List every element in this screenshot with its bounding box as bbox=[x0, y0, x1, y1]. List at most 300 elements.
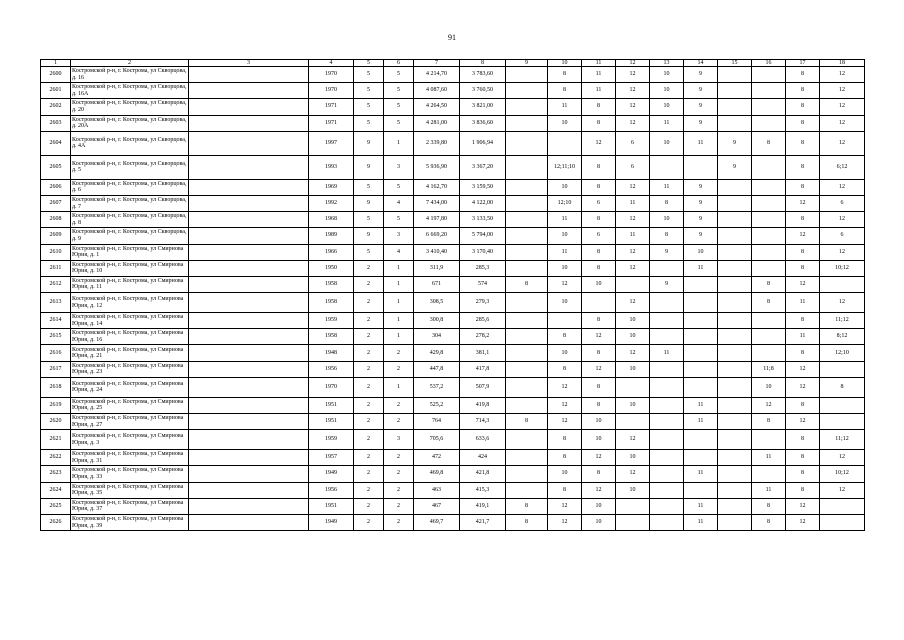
address-cell: Костромской р-н, г. Кострома, ул Смирнова Юрия, д. 21 bbox=[71, 345, 189, 361]
address-cell: Костромской р-н, г. Кострома, ул Скворцова, д. 20А bbox=[71, 115, 189, 131]
table-cell: 278,2 bbox=[460, 329, 506, 345]
table-cell: 12 bbox=[820, 482, 865, 498]
table-cell: 12 bbox=[616, 293, 650, 313]
table-cell: 8 bbox=[582, 397, 616, 413]
address-cell: Костромской р-н, г. Кострома, ул Смирнова Юрия, д. 33 bbox=[71, 466, 189, 482]
table-cell: 4 281,00 bbox=[414, 115, 460, 131]
table-cell bbox=[650, 155, 684, 179]
table-cell bbox=[616, 276, 650, 292]
table-cell bbox=[752, 260, 786, 276]
table-cell: 5 bbox=[384, 179, 414, 195]
table-cell: 11 bbox=[650, 345, 684, 361]
address-cell: Костромской р-н, г. Кострома, ул Смирнова Юрия, д. 1 bbox=[71, 244, 189, 260]
table-cell: 11 bbox=[684, 397, 718, 413]
table-cell: 12 bbox=[786, 498, 820, 514]
row-number-cell: 2605 bbox=[41, 155, 71, 179]
address-cell: Костромской р-н, г. Кострома, ул Скворцова, д. 7 bbox=[71, 195, 189, 211]
table-cell bbox=[616, 414, 650, 430]
table-cell: 12 bbox=[616, 466, 650, 482]
table-cell: 11 bbox=[548, 212, 582, 228]
table-cell bbox=[820, 498, 865, 514]
table-cell bbox=[189, 260, 309, 276]
table-cell: 10 bbox=[650, 67, 684, 83]
table-cell: 10 bbox=[650, 212, 684, 228]
table-cell: 9 bbox=[718, 131, 752, 155]
table-cell bbox=[189, 430, 309, 450]
table-row bbox=[41, 498, 865, 514]
row-number-cell: 2602 bbox=[41, 99, 71, 115]
table-row bbox=[41, 212, 865, 228]
row-number-cell: 2601 bbox=[41, 83, 71, 99]
table-cell: 11 bbox=[616, 228, 650, 244]
table-cell bbox=[189, 361, 309, 377]
table-cell bbox=[189, 482, 309, 498]
table-cell bbox=[506, 244, 548, 260]
table-cell: 1951 bbox=[309, 498, 354, 514]
table-cell: 4 162,70 bbox=[414, 179, 460, 195]
table-cell bbox=[752, 179, 786, 195]
table-cell: 8 bbox=[786, 397, 820, 413]
table-cell: 469,8 bbox=[414, 466, 460, 482]
table-cell bbox=[506, 466, 548, 482]
table-cell: 8 bbox=[650, 195, 684, 211]
table-cell: 8;12 bbox=[820, 329, 865, 345]
table-cell: 421,7 bbox=[460, 514, 506, 530]
address-cell: Костромской р-н, г. Кострома, ул Скворцова, д. 20 bbox=[71, 99, 189, 115]
table-cell: 12 bbox=[616, 430, 650, 450]
table-cell bbox=[718, 397, 752, 413]
table-cell: 463 bbox=[414, 482, 460, 498]
column-number: 1 bbox=[41, 60, 71, 67]
table-cell: 6 bbox=[582, 195, 616, 211]
table-cell bbox=[718, 67, 752, 83]
table-cell: 12 bbox=[786, 276, 820, 292]
table-cell bbox=[752, 466, 786, 482]
table-cell bbox=[718, 260, 752, 276]
table-cell: 424 bbox=[460, 450, 506, 466]
table-cell: 537,2 bbox=[414, 377, 460, 397]
table-cell bbox=[189, 450, 309, 466]
table-cell bbox=[820, 361, 865, 377]
row-number-cell: 2625 bbox=[41, 498, 71, 514]
table-cell bbox=[684, 482, 718, 498]
table-cell bbox=[684, 345, 718, 361]
row-number-cell: 2621 bbox=[41, 430, 71, 450]
table-cell: 8 bbox=[506, 276, 548, 292]
table-cell: 12 bbox=[820, 450, 865, 466]
table-cell: 9 bbox=[684, 83, 718, 99]
table-cell: 467 bbox=[414, 498, 460, 514]
table-cell: 8 bbox=[548, 361, 582, 377]
table-cell: 8 bbox=[548, 329, 582, 345]
table-cell: 2 bbox=[354, 293, 384, 313]
address-cell: Костромской р-н, г. Кострома, ул Смирнова Юрия, д. 12 bbox=[71, 293, 189, 313]
table-cell: 2 bbox=[354, 345, 384, 361]
table-cell: 3 bbox=[384, 228, 414, 244]
table-cell: 12 bbox=[786, 514, 820, 530]
table-cell bbox=[752, 212, 786, 228]
table-cell: 8 bbox=[548, 67, 582, 83]
table-cell bbox=[752, 228, 786, 244]
table-cell: 12 bbox=[616, 83, 650, 99]
table-cell: 2 bbox=[384, 450, 414, 466]
table-cell: 11 bbox=[684, 514, 718, 530]
table-cell: 11 bbox=[684, 498, 718, 514]
table-cell: 12;11;10 bbox=[548, 155, 582, 179]
table-cell: 8 bbox=[752, 498, 786, 514]
table-cell: 12 bbox=[616, 67, 650, 83]
table-cell: 10 bbox=[616, 450, 650, 466]
table-cell: 2 bbox=[354, 397, 384, 413]
table-cell: 1958 bbox=[309, 293, 354, 313]
table-cell: 8 bbox=[786, 430, 820, 450]
table-cell bbox=[752, 67, 786, 83]
table-cell: 469,7 bbox=[414, 514, 460, 530]
table-cell bbox=[506, 361, 548, 377]
table-row bbox=[41, 99, 865, 115]
table-cell: 12 bbox=[786, 377, 820, 397]
table-cell: 2 bbox=[354, 414, 384, 430]
table-cell bbox=[506, 450, 548, 466]
table-cell: 6 bbox=[820, 228, 865, 244]
table-cell: 8 bbox=[752, 293, 786, 313]
table-cell: 8 bbox=[786, 345, 820, 361]
table-row bbox=[41, 414, 865, 430]
table-cell: 10 bbox=[548, 293, 582, 313]
table-cell: 8 bbox=[582, 345, 616, 361]
table-cell: 12 bbox=[582, 131, 616, 155]
table-cell: 8 bbox=[548, 430, 582, 450]
table-cell bbox=[718, 276, 752, 292]
table-cell: 2 bbox=[354, 377, 384, 397]
table-cell: 5 bbox=[354, 99, 384, 115]
table-cell: 2 bbox=[384, 466, 414, 482]
table-cell: 12 bbox=[820, 212, 865, 228]
table-cell: 8 bbox=[548, 83, 582, 99]
row-number-cell: 2609 bbox=[41, 228, 71, 244]
table-cell: 10 bbox=[684, 244, 718, 260]
table-cell bbox=[684, 377, 718, 397]
column-number: 3 bbox=[189, 60, 309, 67]
table-cell: 1 bbox=[384, 276, 414, 292]
table-cell bbox=[718, 498, 752, 514]
table-cell: 4 bbox=[384, 244, 414, 260]
table-cell: 8 bbox=[582, 244, 616, 260]
table-cell: 574 bbox=[460, 276, 506, 292]
table-cell bbox=[718, 179, 752, 195]
table-cell bbox=[189, 313, 309, 329]
table-cell: 1970 bbox=[309, 83, 354, 99]
table-cell: 5 936,90 bbox=[414, 155, 460, 179]
table-row bbox=[41, 482, 865, 498]
table-cell: 1 bbox=[384, 293, 414, 313]
address-cell: Костромской р-н, г. Кострома, ул Смирнова Юрия, д. 24 bbox=[71, 377, 189, 397]
table-cell: 447,8 bbox=[414, 361, 460, 377]
address-cell: Костромской р-н, г. Кострома, ул Скворцова, д. 5 bbox=[71, 155, 189, 179]
table-cell bbox=[189, 466, 309, 482]
table-cell bbox=[752, 345, 786, 361]
row-number-cell: 2624 bbox=[41, 482, 71, 498]
table-cell: 3 bbox=[384, 430, 414, 450]
table-row bbox=[41, 293, 865, 313]
table-cell: 507,9 bbox=[460, 377, 506, 397]
table-row bbox=[41, 179, 865, 195]
address-cell: Костромской р-н, г. Кострома, ул Смирнова Юрия, д. 25 bbox=[71, 397, 189, 413]
table-cell: 1959 bbox=[309, 313, 354, 329]
table-cell: 2 bbox=[354, 514, 384, 530]
table-cell: 12 bbox=[548, 276, 582, 292]
table-cell: 12 bbox=[582, 329, 616, 345]
row-number-cell: 2620 bbox=[41, 414, 71, 430]
table-cell: 4 214,70 bbox=[414, 67, 460, 83]
table-cell: 12 bbox=[548, 397, 582, 413]
table-cell: 472 bbox=[414, 450, 460, 466]
row-number-cell: 2611 bbox=[41, 260, 71, 276]
table-cell bbox=[616, 498, 650, 514]
table-cell: 8 bbox=[506, 498, 548, 514]
table-cell: 2 bbox=[354, 498, 384, 514]
table-cell: 6 bbox=[820, 195, 865, 211]
table-row bbox=[41, 155, 865, 179]
table-cell bbox=[650, 514, 684, 530]
table-cell: 12 bbox=[548, 498, 582, 514]
table-cell bbox=[650, 293, 684, 313]
address-cell: Костромской р-н, г. Кострома, ул Смирнова Юрия, д. 16 bbox=[71, 329, 189, 345]
table-cell bbox=[752, 115, 786, 131]
table-cell bbox=[684, 329, 718, 345]
table-cell: 1951 bbox=[309, 414, 354, 430]
table-cell: 9 bbox=[354, 131, 384, 155]
table-cell: 9 bbox=[684, 99, 718, 115]
table-cell bbox=[506, 345, 548, 361]
table-cell bbox=[684, 313, 718, 329]
address-cell: Костромской р-н, г. Кострома, ул Скворцова, д. 8 bbox=[71, 212, 189, 228]
table-row bbox=[41, 131, 865, 155]
table-cell: 1959 bbox=[309, 430, 354, 450]
table-cell: 1957 bbox=[309, 450, 354, 466]
table-cell: 8 bbox=[582, 155, 616, 179]
row-number-cell: 2606 bbox=[41, 179, 71, 195]
table-cell bbox=[718, 345, 752, 361]
table-cell: 3 bbox=[384, 155, 414, 179]
table-cell: 8 bbox=[786, 131, 820, 155]
table-cell: 8 bbox=[786, 482, 820, 498]
table-cell bbox=[506, 155, 548, 179]
row-number-cell: 2622 bbox=[41, 450, 71, 466]
table-cell bbox=[189, 131, 309, 155]
table-row bbox=[41, 514, 865, 530]
table-cell: 9 bbox=[684, 179, 718, 195]
column-number: 16 bbox=[752, 60, 786, 67]
address-cell: Костромской р-н, г. Кострома, ул Смирнова Юрия, д. 37 bbox=[71, 498, 189, 514]
table-cell: 5 bbox=[384, 212, 414, 228]
row-number-cell: 2600 bbox=[41, 67, 71, 83]
table-cell: 1 906,94 bbox=[460, 131, 506, 155]
table-cell: 8 bbox=[582, 377, 616, 397]
column-number: 2 bbox=[71, 60, 189, 67]
row-number-cell: 2619 bbox=[41, 397, 71, 413]
table-cell: 1956 bbox=[309, 361, 354, 377]
table-cell bbox=[752, 313, 786, 329]
table-cell: 11 bbox=[752, 450, 786, 466]
table-cell: 8 bbox=[786, 179, 820, 195]
table-cell bbox=[189, 377, 309, 397]
table-cell: 10 bbox=[582, 514, 616, 530]
table-cell bbox=[650, 361, 684, 377]
table-cell bbox=[548, 131, 582, 155]
table-cell: 6 669,20 bbox=[414, 228, 460, 244]
table-cell: 8 bbox=[786, 99, 820, 115]
row-number-cell: 2626 bbox=[41, 514, 71, 530]
table-cell bbox=[718, 466, 752, 482]
table-cell: 633,6 bbox=[460, 430, 506, 450]
table-cell: 2 bbox=[354, 276, 384, 292]
table-cell: 2 bbox=[354, 260, 384, 276]
table-cell: 3 133,50 bbox=[460, 212, 506, 228]
table-cell: 12 bbox=[786, 195, 820, 211]
table-cell bbox=[650, 450, 684, 466]
table-cell bbox=[820, 414, 865, 430]
table-cell: 714,3 bbox=[460, 414, 506, 430]
table-cell: 285,6 bbox=[460, 313, 506, 329]
table-row bbox=[41, 313, 865, 329]
table-cell: 10 bbox=[548, 260, 582, 276]
address-cell: Костромской р-н, г. Кострома, ул Смирнова Юрия, д. 14 bbox=[71, 313, 189, 329]
table-cell bbox=[650, 466, 684, 482]
table-cell: 8 bbox=[786, 466, 820, 482]
table-cell bbox=[820, 514, 865, 530]
table-cell bbox=[189, 67, 309, 83]
table-cell: 11 bbox=[548, 244, 582, 260]
table-cell bbox=[189, 514, 309, 530]
housing-register-table bbox=[40, 59, 865, 531]
table-cell: 8 bbox=[582, 212, 616, 228]
table-cell bbox=[718, 293, 752, 313]
address-cell: Костромской р-н, г. Кострома, ул Скворцова, д. 16А bbox=[71, 83, 189, 99]
table-cell: 11 bbox=[684, 260, 718, 276]
column-number: 10 bbox=[548, 60, 582, 67]
table-cell: 419,8 bbox=[460, 397, 506, 413]
table-cell: 1968 bbox=[309, 212, 354, 228]
table-cell: 419,1 bbox=[460, 498, 506, 514]
table-row bbox=[41, 466, 865, 482]
table-cell: 5 bbox=[384, 115, 414, 131]
table-cell bbox=[506, 293, 548, 313]
table-cell: 12 bbox=[616, 179, 650, 195]
table-row bbox=[41, 67, 865, 83]
table-cell bbox=[189, 179, 309, 195]
table-cell bbox=[506, 260, 548, 276]
table-cell: 5 bbox=[384, 83, 414, 99]
table-cell bbox=[189, 329, 309, 345]
table-cell bbox=[820, 397, 865, 413]
table-cell: 12 bbox=[582, 361, 616, 377]
row-number-cell: 2612 bbox=[41, 276, 71, 292]
table-cell: 12 bbox=[820, 83, 865, 99]
table-cell bbox=[189, 99, 309, 115]
table-cell bbox=[650, 414, 684, 430]
table-cell: 417,8 bbox=[460, 361, 506, 377]
row-number-cell: 2610 bbox=[41, 244, 71, 260]
table-cell: 8 bbox=[548, 482, 582, 498]
table-cell: 2 bbox=[354, 313, 384, 329]
table-cell: 8 bbox=[786, 260, 820, 276]
table-cell: 1966 bbox=[309, 244, 354, 260]
table-cell bbox=[189, 83, 309, 99]
row-number-cell: 2615 bbox=[41, 329, 71, 345]
table-cell: 2 bbox=[354, 482, 384, 498]
table-cell: 10 bbox=[616, 313, 650, 329]
table-cell: 2 bbox=[384, 482, 414, 498]
table-cell: 1993 bbox=[309, 155, 354, 179]
table-cell: 5 bbox=[384, 99, 414, 115]
table-cell bbox=[506, 195, 548, 211]
table-cell: 8 bbox=[752, 131, 786, 155]
table-cell: 308,5 bbox=[414, 293, 460, 313]
table-cell: 3 367,20 bbox=[460, 155, 506, 179]
table-cell: 9 bbox=[718, 155, 752, 179]
table-cell bbox=[189, 228, 309, 244]
table-cell bbox=[506, 179, 548, 195]
table-cell: 10 bbox=[616, 482, 650, 498]
table-cell bbox=[718, 244, 752, 260]
table-cell: 12 bbox=[616, 345, 650, 361]
table-cell: 2 bbox=[384, 498, 414, 514]
table-cell: 12 bbox=[548, 414, 582, 430]
table-cell bbox=[718, 99, 752, 115]
table-cell bbox=[616, 514, 650, 530]
table-cell: 8 bbox=[786, 115, 820, 131]
table-cell: 8 bbox=[752, 276, 786, 292]
table-cell: 12 bbox=[582, 482, 616, 498]
table-row bbox=[41, 115, 865, 131]
table-cell: 10 bbox=[616, 361, 650, 377]
table-cell bbox=[718, 482, 752, 498]
table-cell bbox=[684, 361, 718, 377]
table-cell: 12 bbox=[820, 131, 865, 155]
table-cell: 1949 bbox=[309, 514, 354, 530]
table-cell: 8 bbox=[582, 99, 616, 115]
table-cell bbox=[718, 83, 752, 99]
table-cell: 705,6 bbox=[414, 430, 460, 450]
address-cell: Костромской р-н, г. Кострома, ул Смирнова Юрия, д. 27 bbox=[71, 414, 189, 430]
address-cell: Костромской р-н, г. Кострома, ул Скворцова, д. 16 bbox=[71, 67, 189, 83]
table-cell: 12 bbox=[820, 99, 865, 115]
table-cell: 1971 bbox=[309, 115, 354, 131]
table-cell bbox=[752, 244, 786, 260]
column-number: 6 bbox=[384, 60, 414, 67]
table-cell: 10 bbox=[548, 228, 582, 244]
address-cell: Костромской р-н, г. Кострома, ул Смирнова Юрия, д. 11 bbox=[71, 276, 189, 292]
table-cell: 1950 bbox=[309, 260, 354, 276]
table-row bbox=[41, 195, 865, 211]
column-number: 4 bbox=[309, 60, 354, 67]
table-cell: 8 bbox=[582, 260, 616, 276]
table-cell: 311,9 bbox=[414, 260, 460, 276]
address-cell: Костромской р-н, г. Кострома, ул Скворцова, д. 9 bbox=[71, 228, 189, 244]
table-cell: 3 760,50 bbox=[460, 83, 506, 99]
table-row bbox=[41, 397, 865, 413]
table-cell: 429,8 bbox=[414, 345, 460, 361]
table-cell bbox=[752, 195, 786, 211]
table-cell: 4 197,80 bbox=[414, 212, 460, 228]
table-cell: 9 bbox=[684, 67, 718, 83]
table-cell: 7 434,00 bbox=[414, 195, 460, 211]
table-cell: 8 bbox=[650, 228, 684, 244]
table-cell: 1 bbox=[384, 329, 414, 345]
table-row bbox=[41, 83, 865, 99]
table-cell: 10 bbox=[548, 345, 582, 361]
